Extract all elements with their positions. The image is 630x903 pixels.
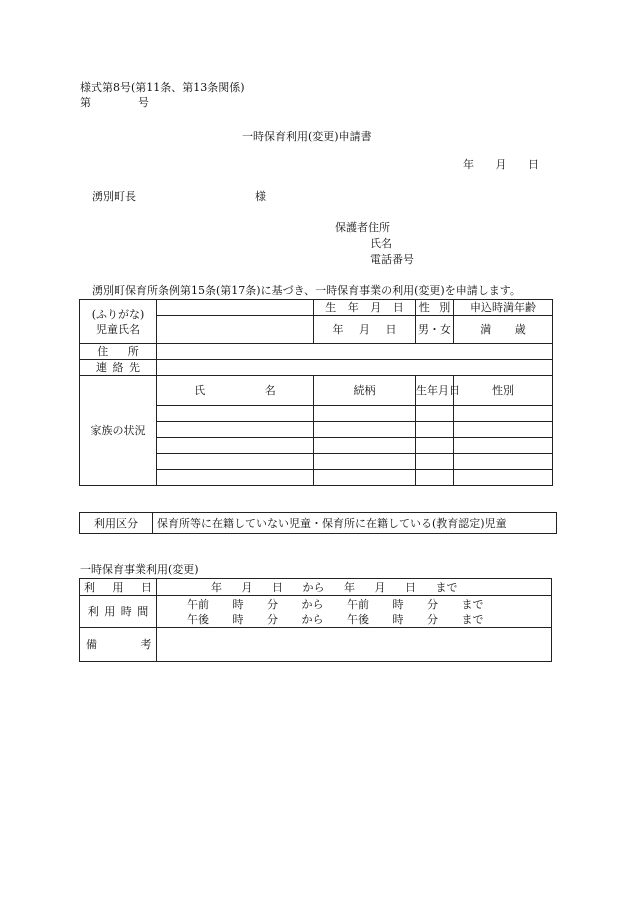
date-month: 月 bbox=[495, 158, 507, 171]
child-name-input[interactable] bbox=[157, 316, 314, 344]
birthdate-value[interactable]: 年 月 日 bbox=[314, 316, 416, 344]
family-name-header: 氏 名 bbox=[157, 376, 314, 406]
family-birth-header: 生年月日 bbox=[416, 376, 454, 406]
usage-time-label: 利 用 時 間 bbox=[80, 596, 157, 628]
child-info-table bbox=[79, 299, 553, 486]
address-input[interactable] bbox=[157, 344, 553, 360]
application-statement: 湧別町保育所条例第15条(第17条)に基づき、一時保育事業の利用(変更)を申請します。 bbox=[92, 284, 521, 297]
contact-input[interactable] bbox=[157, 360, 553, 376]
usage-date-label: 利 用 日 bbox=[80, 579, 157, 596]
age-value[interactable]: 満 歳 bbox=[454, 316, 553, 344]
family-status-label: 家族の状況 bbox=[80, 376, 157, 486]
usage-table bbox=[79, 578, 552, 662]
furigana-label: (ふりがな) bbox=[91, 307, 145, 321]
remarks-label: 備 考 bbox=[80, 628, 157, 662]
usage-category-label: 利用区分 bbox=[80, 513, 153, 534]
family-gender-header: 性別 bbox=[454, 376, 553, 406]
birthdate-header: 生 年 月 日 bbox=[314, 300, 416, 316]
applicant-phone-label: 電話番号 bbox=[370, 253, 414, 266]
usage-time-value[interactable] bbox=[157, 596, 552, 628]
date-year: 年 bbox=[463, 158, 474, 171]
recipient-honorific: 様 bbox=[255, 190, 266, 203]
child-name-label: 児童氏名 bbox=[96, 322, 140, 336]
applicant-name-label: 氏名 bbox=[370, 237, 392, 250]
applicant-address-label: 保護者住所 bbox=[335, 221, 390, 234]
age-header: 申込時満年齢 bbox=[454, 300, 553, 316]
document-number-prefix: 第 bbox=[80, 96, 91, 109]
usage-category-value[interactable]: 保育所等に在籍していない児童・保育所に在籍している(教育認定)児童 bbox=[153, 513, 557, 534]
page-title: 一時保育利用(変更)申請書 bbox=[242, 130, 372, 143]
gender-header: 性 別 bbox=[416, 300, 454, 316]
address-label: 住 所 bbox=[80, 344, 157, 360]
usage-time-am: 午前 時 分 から 午前 時 分 まで bbox=[187, 597, 484, 611]
usage-category-table bbox=[79, 512, 557, 534]
usage-date-value[interactable]: 年 月 日 から 年 月 日 まで bbox=[157, 579, 552, 596]
date-day: 日 bbox=[528, 158, 539, 171]
furigana-name-label bbox=[80, 300, 157, 344]
form-number: 様式第8号(第11条、第13条関係) bbox=[80, 81, 245, 94]
recipient-name: 湧別町長 bbox=[92, 190, 136, 203]
gender-value[interactable]: 男・女 bbox=[416, 316, 454, 344]
remarks-input[interactable] bbox=[157, 628, 552, 662]
furigana-input[interactable] bbox=[157, 300, 314, 316]
date-line bbox=[463, 158, 539, 171]
usage-time-pm: 午後 時 分 から 午後 時 分 まで bbox=[187, 612, 484, 626]
document-number-suffix: 号 bbox=[138, 96, 149, 109]
contact-label: 連 絡 先 bbox=[80, 360, 157, 376]
usage-section-heading: 一時保育事業利用(変更) bbox=[80, 563, 199, 576]
family-relation-header: 続柄 bbox=[314, 376, 416, 406]
